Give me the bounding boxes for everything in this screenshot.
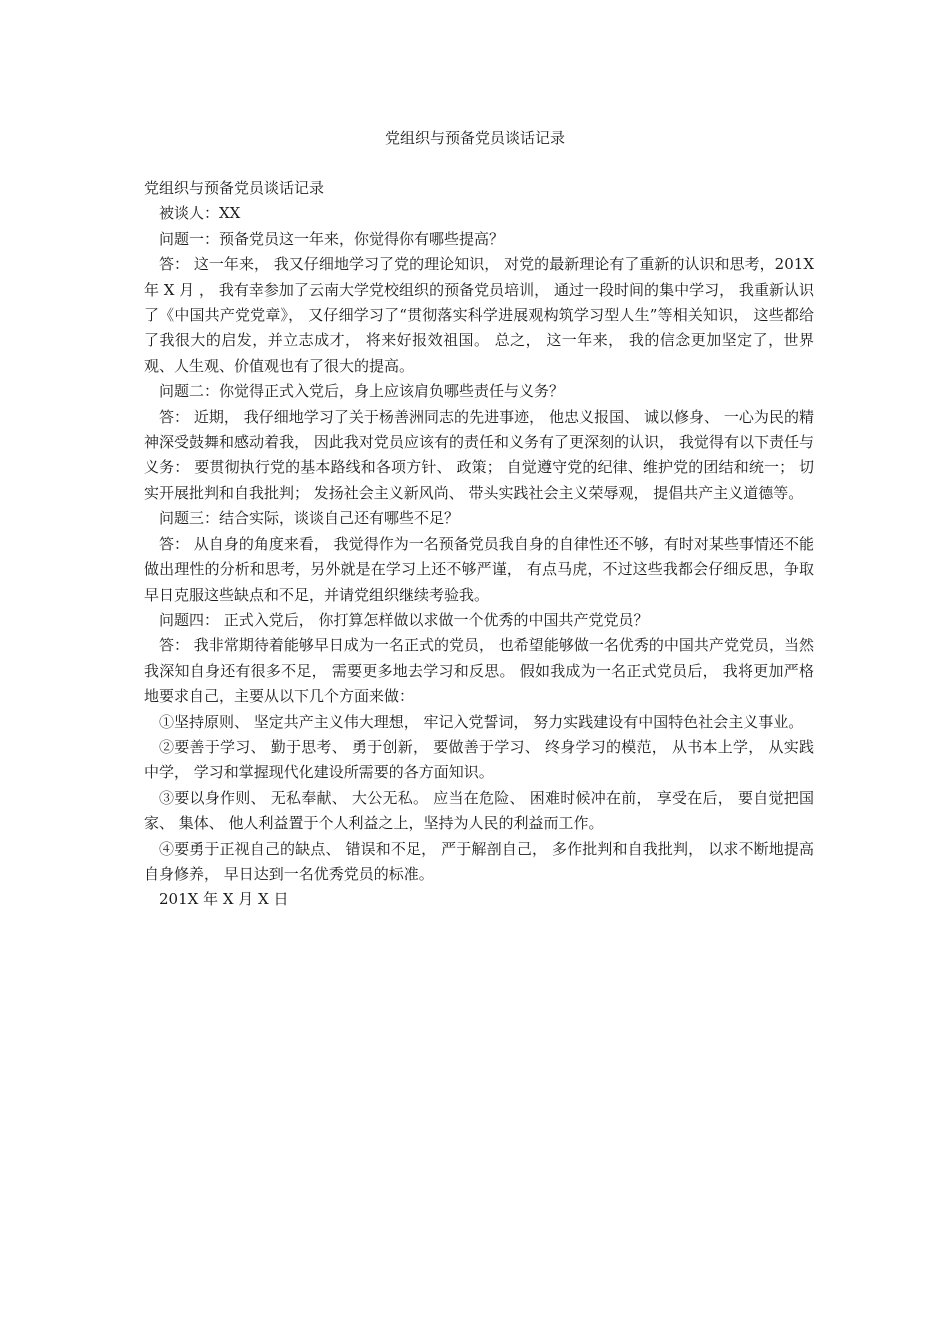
answer-2: 答： 近期， 我仔细地学习了关于杨善洲同志的先进事迹， 他忠义报国、 诚以修身、 一心为民的精神深受鼓舞和感动着我， 因此我对党员应该有的责任和义务有了更深刻的认识， 我觉得有以下责任与义务： 要贯彻执行党的基本路线和各项方针、 政策； 自觉遵守党的纪律、维护党的团结和统一； 切实开展批判和自我批判； 发扬社会主义新风尚、 带头实践社会主义荣辱观， 提倡共产主义道德等。: [144, 407, 814, 502]
answer-3: 答： 从自身的角度来看， 我觉得作为一名预备党员我自身的自律性还不够，有时对某些事情还不能做出理性的分析和思考，另外就是在学习上还不够严谨， 有点马虎，不过这些我都会仔细反思，争取早日克服这些缺点和不足，并请党组织继续考验我。: [144, 534, 814, 604]
question-2: 问题二：你觉得正式入党后，身上应该肩负哪些责任与义务？: [159, 382, 565, 401]
document-date: 201X 年 X 月 X 日: [159, 890, 289, 909]
question-3: 问题三：结合实际，谈谈自己还有哪些不足？: [159, 509, 460, 528]
answer-4: 答： 我非常期待着能够早日成为一名正式的党员， 也希望能够做一名优秀的中国共产党党员，当然我深知自身还有很多不足， 需要更多地去学习和反思。 假如我成为一名正式党员后， 我将更加严格地要求自己，主要从以下几个方面来做：: [144, 636, 814, 706]
question-4: 问题四： 正式入党后， 你打算怎样做以求做一个优秀的中国共产党党员？: [159, 610, 649, 629]
list-item-4: ④要勇于正视自己的缺点、 错误和不足， 严于解剖自己， 多作批判和自我批判， 以求不断地提高自身修养， 早日达到一名优秀党员的标准。: [144, 839, 814, 883]
interviewee-line: 被谈人：XX: [159, 204, 241, 223]
document-heading: 党组织与预备党员谈话记录: [144, 179, 325, 197]
question-1: 问题一：预备党员这一年来，你觉得你有哪些提高？: [159, 229, 505, 248]
document-body: [144, 176, 814, 913]
list-item-3: ③要以身作则、 无私奉献、 大公无私。 应当在危险、 困难时候冲在前， 享受在后， 要自觉把国家、 集体、 他人利益置于个人利益之上，坚持为人民的利益而工作。: [144, 788, 814, 833]
list-item-2: ②要善于学习、 勤于思考、 勇于创新， 要做善于学习、 终身学习的模范， 从书本上学， 从实践中学， 学习和掌握现代化建设所需要的各方面知识。: [144, 737, 814, 782]
page-title: 党组织与预备党员谈话记录: [384, 129, 565, 147]
list-item-1: ①坚持原则、 坚定共产主义伟大理想， 牢记入党誓词， 努力实践建设有中国特色社会主义事业。: [159, 712, 804, 731]
answer-1: 答： 这一年来， 我又仔细地学习了党的理论知识， 对党的最新理论有了重新的认识和思考，201X 年 X 月 ， 我有幸参加了云南大学党校组织的预备党员培训， 通过一段时间的集中学习， 我重新认识了《中国共产党党章》， 又仔细学习了“贯彻落实科学进展观构筑学习型人生”等相关知识， 这些都给了我很大的启发，并立志成才， 将来好报效祖国。 总之， 这一年来， 我的信念更加坚定了，世界观、人生观、价值观也有了很大的提高。: [144, 255, 814, 375]
